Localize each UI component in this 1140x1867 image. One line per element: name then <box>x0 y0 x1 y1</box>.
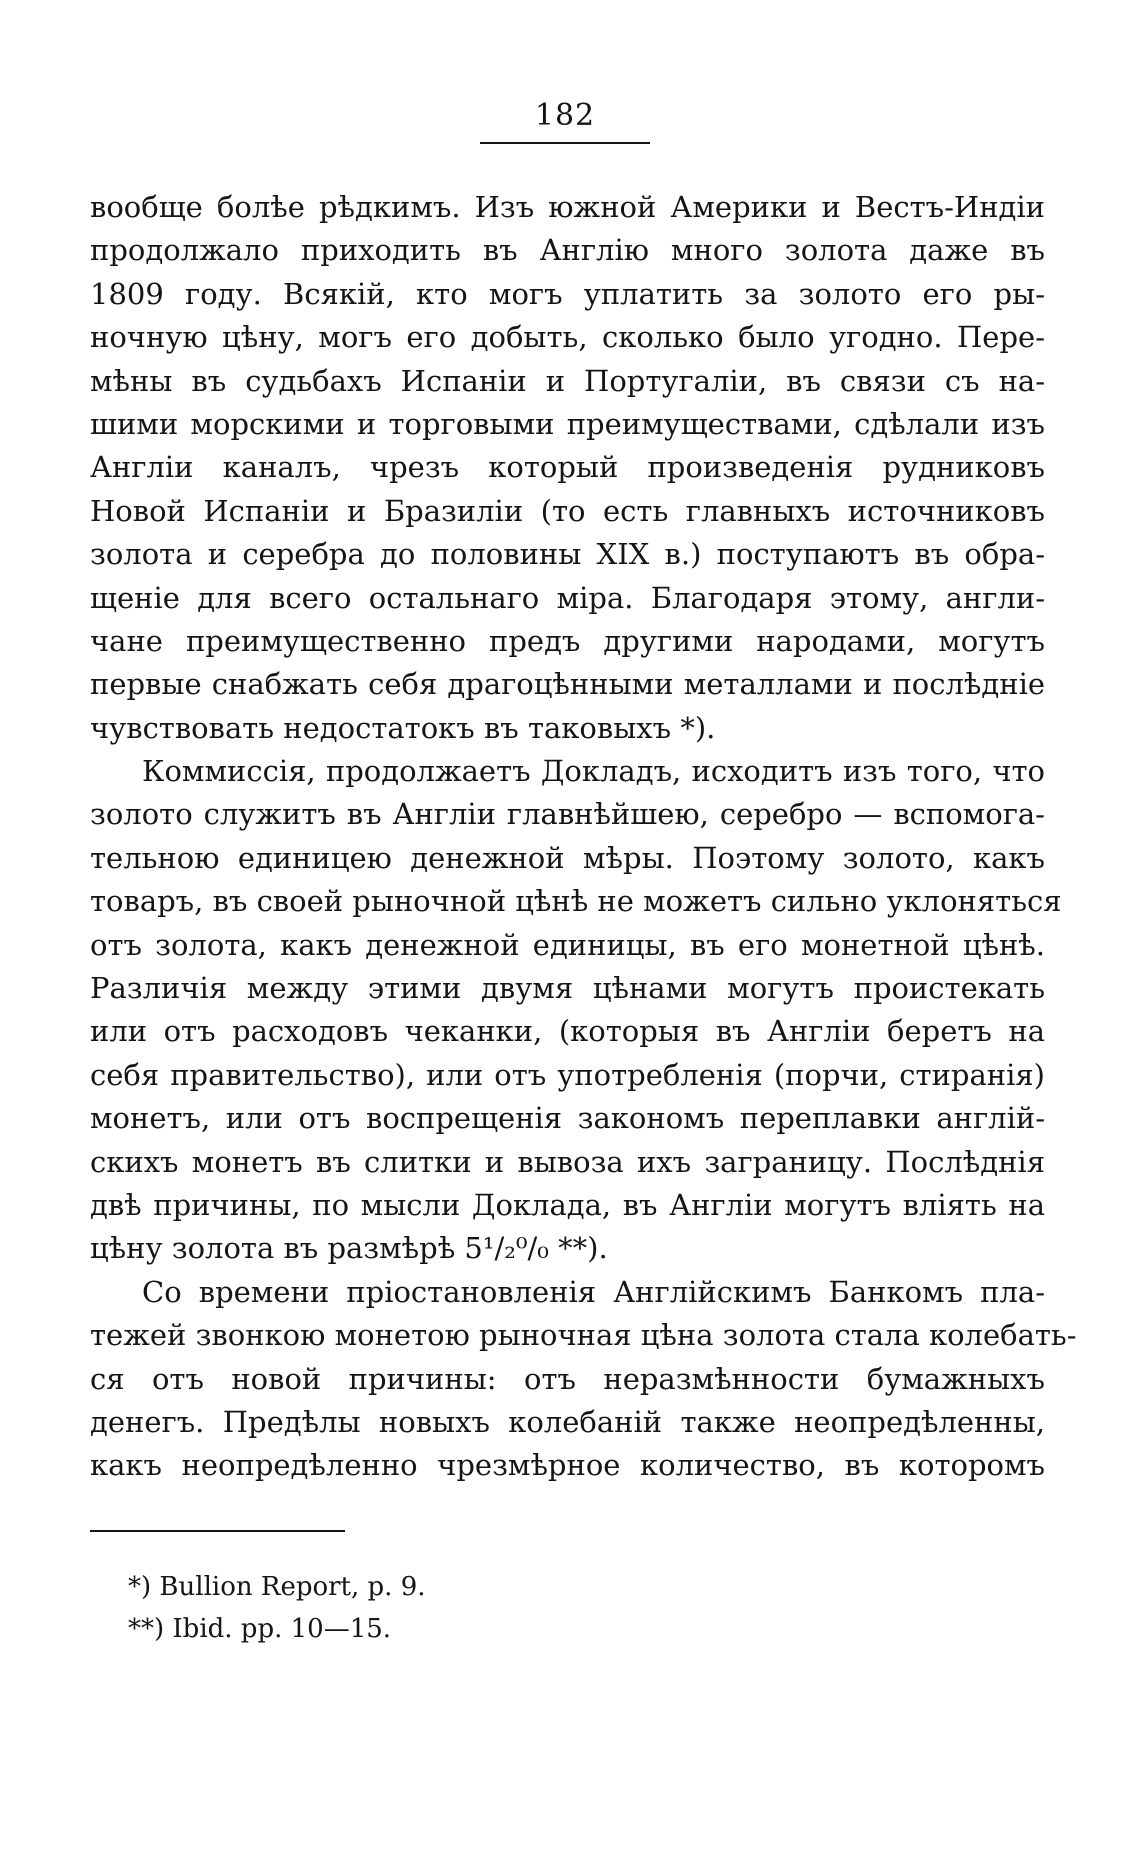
text-line: первые снабжать себя драгоцѣнными металлами и послѣдніе <box>90 667 1045 702</box>
text-line: себя правительство), или отъ употребленія (порчи, стиранія) <box>90 1057 1045 1092</box>
text-line: или отъ расходовъ чеканки, (которыя въ Англіи беретъ на <box>90 1014 1045 1049</box>
text-line: ночную цѣну, могъ его добыть, сколько было угодно. Пере- <box>90 320 1045 355</box>
text-line: Со времени пріостановленія Англійскимъ Банкомъ пла- <box>142 1274 1045 1309</box>
text-line: золота и серебра до половины XIX в.) поступаютъ въ обра- <box>90 537 1045 572</box>
text-line: скихъ монетъ въ слитки и вывоза ихъ заграницу. Послѣднія <box>90 1144 1045 1179</box>
text-line: 1809 году. Всякій, кто могъ уплатить за золото его ры- <box>90 276 1045 311</box>
text-line: вообще болѣе рѣдкимъ. Изъ южной Америки и Вестъ-Индіи <box>90 190 1045 224</box>
page-number-rule <box>480 142 650 144</box>
text-line: тельною единицею денежной мѣры. Поэтому золото, какъ <box>90 840 1045 875</box>
body-text <box>90 186 1077 1488</box>
text-line: какъ неопредѣленно чрезмѣрное количество, въ которомъ <box>90 1448 1045 1483</box>
footnote-rule <box>90 1530 345 1532</box>
footnote-2: **) Ibid. pp. 10—15. <box>128 1614 392 1644</box>
text-line: золото служитъ въ Англіи главнѣйшею, серебро — вспомога- <box>90 797 1045 832</box>
text-line: чувствовать недостатокъ въ таковыхъ *). <box>90 710 716 745</box>
text-line: Коммиссія, продолжаетъ Докладъ, исходитъ изъ того, что <box>142 754 1045 789</box>
text-line: цѣну золота въ размѣрѣ 5¹/₂⁰/₀ **). <box>90 1231 608 1266</box>
page-number: 182 <box>534 98 596 133</box>
text-line: отъ золота, какъ денежной единицы, въ его монетной цѣнѣ. <box>90 927 1045 962</box>
text-line: Различія между этими двумя цѣнами могутъ проистекать <box>90 971 1045 1006</box>
paragraph-1 <box>90 186 1045 750</box>
footnote-1: *) Bullion Report, p. 9. <box>128 1572 426 1602</box>
text-line: щеніе для всего остальнаго міра. Благодаря этому, англи- <box>90 580 1045 615</box>
text-line: чане преимущественно предъ другими народами, могутъ <box>90 623 1045 658</box>
text-line: товаръ, въ своей рыночной цѣнѣ не можетъ сильно уклоняться <box>90 884 1062 919</box>
text-line: монетъ, или отъ воспрещенія закономъ переплавки англій- <box>90 1101 1045 1136</box>
footnotes <box>128 1566 828 1650</box>
text-line: денегъ. Предѣлы новыхъ колебаній также неопредѣленны, <box>90 1404 1045 1439</box>
text-line: продолжало приходить въ Англію много золота даже въ <box>90 233 1045 268</box>
paragraph-2 <box>90 750 1062 1271</box>
text-line: Новой Испаніи и Бразиліи (то есть главныхъ источниковъ <box>90 493 1045 528</box>
text-line: Англіи каналъ, чрезъ который произведенія рудниковъ <box>90 450 1045 485</box>
text-line: ся отъ новой причины: отъ неразмѣнности бумажныхъ <box>90 1361 1045 1396</box>
text-line: шими морскими и торговыми преимуществами, сдѣлали изъ <box>90 406 1045 441</box>
paragraph-3 <box>90 1271 1077 1488</box>
text-line: мѣны въ судьбахъ Испаніи и Португаліи, въ связи съ на- <box>90 363 1045 398</box>
text-line: тежей звонкою монетою рыночная цѣна золота стала колебать- <box>90 1318 1077 1353</box>
text-line: двѣ причины, по мысли Доклада, въ Англіи могутъ вліять на <box>90 1187 1045 1222</box>
